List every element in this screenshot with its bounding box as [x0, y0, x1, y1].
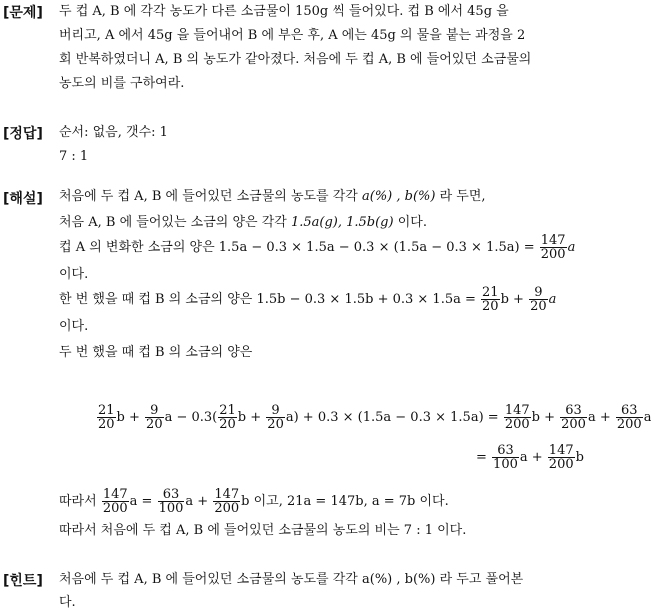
fraction: $\frac{147}{200}$ [540, 233, 566, 262]
equation-line-1 [96, 404, 651, 431]
math: a [643, 410, 651, 425]
equation-line-2 [476, 444, 584, 471]
math: a − 0.3( [164, 410, 218, 425]
math: b + [531, 410, 555, 425]
answer-line-2: 7 : 1 [59, 149, 89, 164]
fraction: $\frac{63}{200}$ [616, 403, 642, 432]
problem-label: [문제] [3, 5, 43, 21]
text: 컵 A 의 변화한 소금의 양은 [59, 240, 219, 255]
math: a) + 0.3 × (1.5a − 0.3 × 1.5a) = [285, 410, 499, 425]
explanation-line-6: 이다. [59, 319, 89, 334]
fraction: $\frac{147}{200}$ [504, 403, 530, 432]
explanation-line-4: 이다. [59, 267, 89, 282]
math: a + [587, 410, 611, 425]
fraction: $\frac{9}{20}$ [267, 403, 284, 432]
text: 따라서 [59, 494, 97, 509]
explanation-line-5 [59, 286, 556, 313]
answer-label: [정답] [3, 126, 43, 142]
hint-line-2: 다. [59, 595, 76, 610]
fraction: $\frac{147}{200}$ [102, 487, 128, 516]
fraction: $\frac{9}{20}$ [146, 403, 163, 432]
problem-line-1: 두 컵 A, B 에 각각 농도가 다른 소금물이 150g 씩 들어있다. 컵 B 에서 45g 을 [59, 4, 509, 19]
math: a [548, 292, 557, 307]
hint-label: [힌트] [3, 573, 43, 589]
math: a [567, 240, 576, 255]
fraction: $\frac{21}{20}$ [482, 285, 499, 314]
problem-line-2: 버리고, A 에서 45g 을 들어내어 B 에 부은 후, A 에는 45g 의 물을 붙는 과정을 2 [59, 28, 526, 43]
fraction: $\frac{63}{100}$ [493, 443, 518, 472]
math: b + [500, 292, 524, 307]
math: b + [116, 410, 140, 425]
math: a = [129, 494, 153, 509]
text: 처음에 두 컵 A, B 에 들어있던 소금물의 농도를 각각 [59, 189, 362, 204]
fraction: $\frac{147}{200}$ [214, 487, 240, 516]
math: b 이고, 21a = 147b, a = 7b 이다. [241, 494, 449, 509]
explanation-line-2 [59, 214, 427, 232]
explanation-line-9: 따라서 처음에 두 컵 A, B 에 들어있던 소금물의 농도의 비는 7 : 1 이다. [59, 523, 467, 538]
text: 라 두면, [435, 189, 486, 204]
math: 1.5b − 0.3 × 1.5b + 0.3 × 1.5a = [256, 292, 476, 307]
problem-line-4: 농도의 비를 구하여라. [59, 76, 185, 91]
math: 1.5a − 0.3 × 1.5a − 0.3 × (1.5a − 0.3 × 1.5a) = [218, 240, 535, 255]
fraction: $\frac{21}{20}$ [98, 403, 115, 432]
fraction: $\frac{147}{200}$ [548, 443, 574, 472]
math: 1.5a(g), 1.5b(g) [290, 215, 394, 230]
math: b [575, 450, 584, 465]
math: b + [237, 410, 262, 425]
fraction: $\frac{21}{20}$ [219, 403, 236, 432]
hint-line-1: 처음에 두 컵 A, B 에 들어있던 소금물의 농도를 각각 a(%) , b(%) 라 두고 풀어본 [59, 572, 524, 587]
fraction: $\frac{9}{20}$ [530, 285, 547, 314]
fraction: $\frac{63}{100}$ [158, 487, 184, 516]
explanation-label: [해설] [3, 191, 43, 207]
math: = [476, 450, 487, 465]
explanation-line-7: 두 번 했을 때 컵 B 의 소금의 양은 [59, 345, 253, 360]
math: a(%) , b(%) [362, 189, 436, 204]
answer-line-1: 순서: 없음, 갯수: 1 [59, 125, 168, 140]
text: 이다. [393, 215, 427, 230]
explanation-line-3 [59, 234, 575, 261]
fraction: $\frac{63}{200}$ [561, 403, 586, 432]
math: a + [519, 450, 543, 465]
explanation-line-8 [59, 488, 449, 515]
text: 한 번 했을 때 컵 B 의 소금의 양은 [59, 292, 257, 307]
math: a + [185, 494, 209, 509]
text: 처음 A, B 에 들어있는 소금의 양은 각각 [59, 215, 291, 230]
problem-line-3: 회 반복하였더니 A, B 의 농도가 같아졌다. 처음에 두 컵 A, B 에 들어있던 소금물의 [59, 52, 532, 67]
explanation-line-1 [59, 188, 486, 206]
